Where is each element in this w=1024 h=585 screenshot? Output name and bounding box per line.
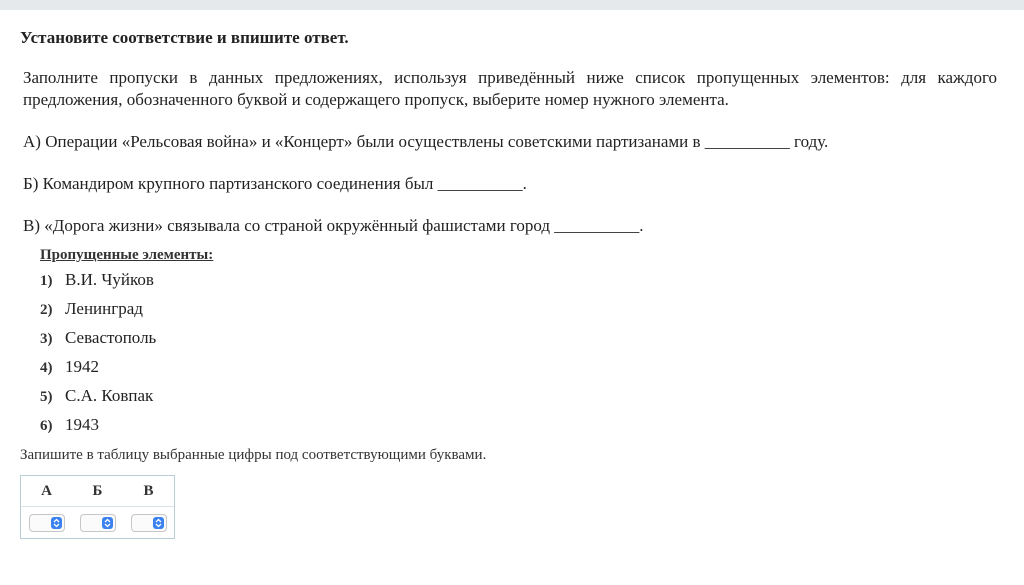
answer-select-c[interactable] [131,514,167,532]
select-arrows-icon [153,517,164,529]
task-heading: Установите соответствие и впишите ответ. [20,28,349,47]
element-text: Ленинград [65,299,143,318]
select-arrows-icon [51,517,62,529]
list-item [40,386,156,415]
answer-table-header [21,476,174,506]
answer-cell-c [123,514,174,532]
list-item [40,270,156,299]
sentence-a: А) Операции «Рельсовая война» и «Концерт» были осуществлены советскими партизанами в __________ году. [23,132,829,151]
top-bar [0,0,1024,10]
answer-cell-a [21,514,72,532]
element-number: 1) [40,273,53,289]
column-header-a: А [41,482,52,499]
select-arrows-icon [102,517,113,529]
element-text: С.А. Ковпак [65,386,154,405]
task-instructions: Заполните пропуски в данных предложениях, используя приведённый ниже список пропущенных элементов: для каждого предложения, обозначенного буквой и содержащего пропуск, выберите номер нужного элемента. [23,68,997,109]
list-item [40,328,156,357]
sentence-c: В) «Дорога жизни» связывала со страной окружённый фашистами город __________. [23,216,644,235]
element-number: 3) [40,331,53,347]
element-text: Севастополь [65,328,157,347]
answer-table [20,475,175,539]
elements-list [40,270,156,444]
answer-cell-b [72,514,123,532]
element-text: 1942 [65,357,99,376]
sentence-b: Б) Командиром крупного партизанского соединения был __________. [23,174,527,193]
list-item [40,299,156,328]
answer-select-a[interactable] [29,514,65,532]
element-text: 1943 [65,415,99,434]
list-item [40,415,156,444]
table-caption: Запишите в таблицу выбранные цифры под соответствующими буквами. [20,447,487,463]
answer-row [21,506,174,539]
elements-title: Пропущенные элементы: [40,247,214,263]
element-number: 6) [40,418,53,434]
column-header-c: В [143,482,154,499]
column-header-b: Б [92,482,103,499]
element-text: В.И. Чуйков [65,270,154,289]
list-item [40,357,156,386]
element-number: 2) [40,302,53,318]
element-number: 4) [40,360,53,376]
element-number: 5) [40,389,53,405]
answer-select-b[interactable] [80,514,116,532]
